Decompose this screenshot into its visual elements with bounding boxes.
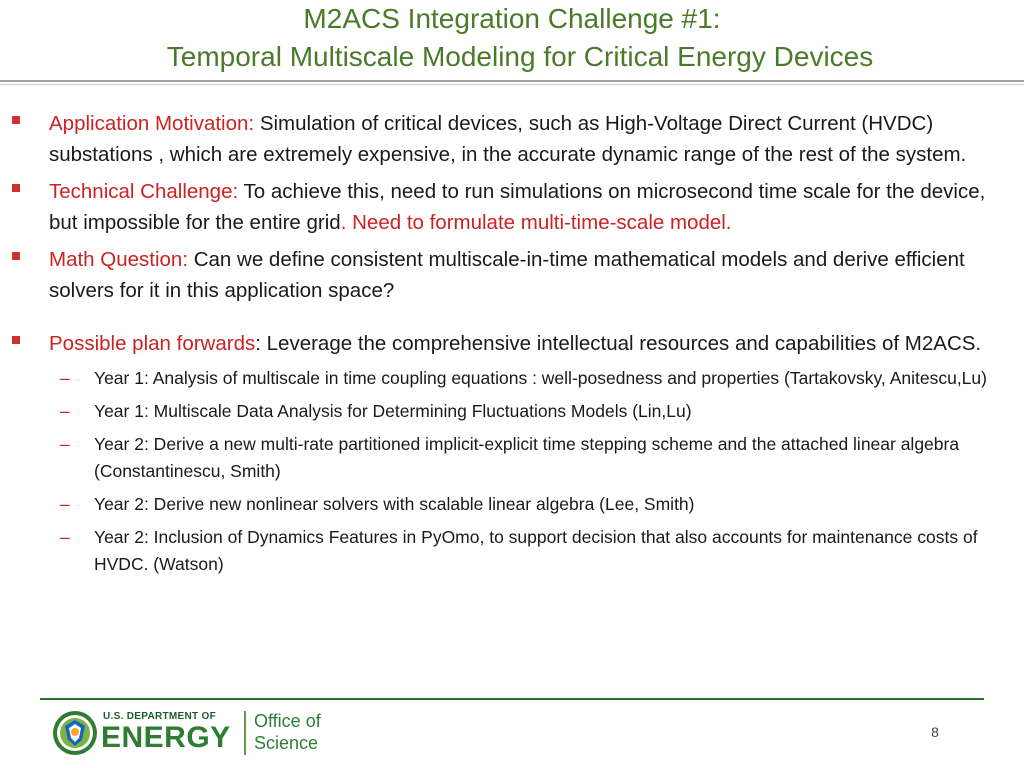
plan-item-year2-nonlinear-solvers: [0, 491, 1024, 518]
dash-icon: –: [60, 494, 70, 514]
bullet-label: Application Motivation: [49, 112, 249, 135]
title-line-1: M2ACS Integration Challenge #1:: [303, 3, 721, 34]
spacer: [0, 312, 1024, 328]
dash-icon: –: [60, 401, 70, 421]
bullet-emphasis: . Need to formulate multi-time-scale model.: [340, 211, 732, 234]
doe-seal-icon: [52, 710, 98, 756]
plan-item-text: Year 1: Analysis of multiscale in time coupling equations : well-posedness and properties (Tartakovsky, Anitescu,Lu): [94, 368, 987, 388]
plan-item-text: Year 2: Inclusion of Dynamics Features in PyOmo, to support decision that also accounts for maintenance costs of HVDC. (Watson): [94, 527, 978, 574]
bullet-application-motivation: [0, 108, 1024, 170]
bullet-label-sep: :: [248, 112, 255, 135]
title-divider-thin: [0, 84, 1024, 85]
red-square-bullet-icon: [12, 116, 20, 124]
plan-item-text: Year 2: Derive a new multi-rate partitioned implicit-explicit time stepping scheme and the attached linear algebra (Constantinescu, Smith): [94, 434, 960, 481]
page-number: 8: [931, 724, 939, 740]
doe-office-of-science-logo: [52, 708, 342, 760]
dash-icon: –: [60, 527, 70, 547]
bullet-possible-plan: [0, 328, 1024, 359]
bullet-label: Possible plan forwards: [49, 332, 256, 355]
office-line-1: Office of: [254, 711, 321, 731]
plan-item-year1-coupling: [0, 365, 1024, 392]
bullet-text: Can we define consistent multiscale-in-time mathematical models and derive efficient solvers for it in this application space?: [49, 248, 965, 302]
footer-divider: [40, 698, 984, 700]
bullet-text: Simulation of critical devices, such as High-Voltage Direct Current (HVDC) substations , which are extremely expensive, in the accurate dynamic range of the rest of the system.: [49, 112, 967, 166]
slide-title: [0, 0, 1024, 76]
title-divider: [0, 80, 1024, 82]
bullet-math-question: [0, 244, 1024, 306]
plan-item-year1-data-analysis: [0, 398, 1024, 425]
dash-icon: –: [60, 434, 70, 454]
red-square-bullet-icon: [12, 252, 20, 260]
bullet-text: : Leverage the comprehensive intellectual resources and capabilities of M2ACS.: [255, 332, 982, 355]
bullet-label: Technical Challenge: [49, 180, 233, 203]
office-line-2: Science: [254, 733, 319, 753]
plan-item-text: Year 1: Multiscale Data Analysis for Determining Fluctuations Models (Lin,Lu): [94, 401, 692, 421]
bullet-technical-challenge: [0, 176, 1024, 238]
bullet-label-sep: :: [182, 248, 189, 271]
bullet-text: To achieve this, need to run simulations on microsecond time scale for the device, but impossible for the entire grid: [49, 180, 986, 234]
plan-item-year2-pyomo: [0, 524, 1024, 578]
dash-icon: –: [60, 368, 70, 388]
red-square-bullet-icon: [12, 336, 20, 344]
slide-content: [0, 108, 1024, 584]
title-line-2: Temporal Multiscale Modeling for Critical Energy Devices: [166, 41, 874, 72]
doe-small-text: U.S. DEPARTMENT OF: [103, 711, 216, 722]
red-square-bullet-icon: [12, 184, 20, 192]
plan-items: [0, 365, 1024, 578]
bullet-label-sep: :: [232, 180, 239, 203]
logo-divider: [244, 711, 246, 755]
office-of-science-text: [254, 710, 321, 754]
plan-item-year2-time-stepping: [0, 431, 1024, 485]
bullet-label: Math Question: [49, 248, 183, 271]
doe-big-text: ENERGY: [101, 721, 231, 754]
plan-item-text: Year 2: Derive new nonlinear solvers with scalable linear algebra (Lee, Smith): [94, 494, 695, 514]
